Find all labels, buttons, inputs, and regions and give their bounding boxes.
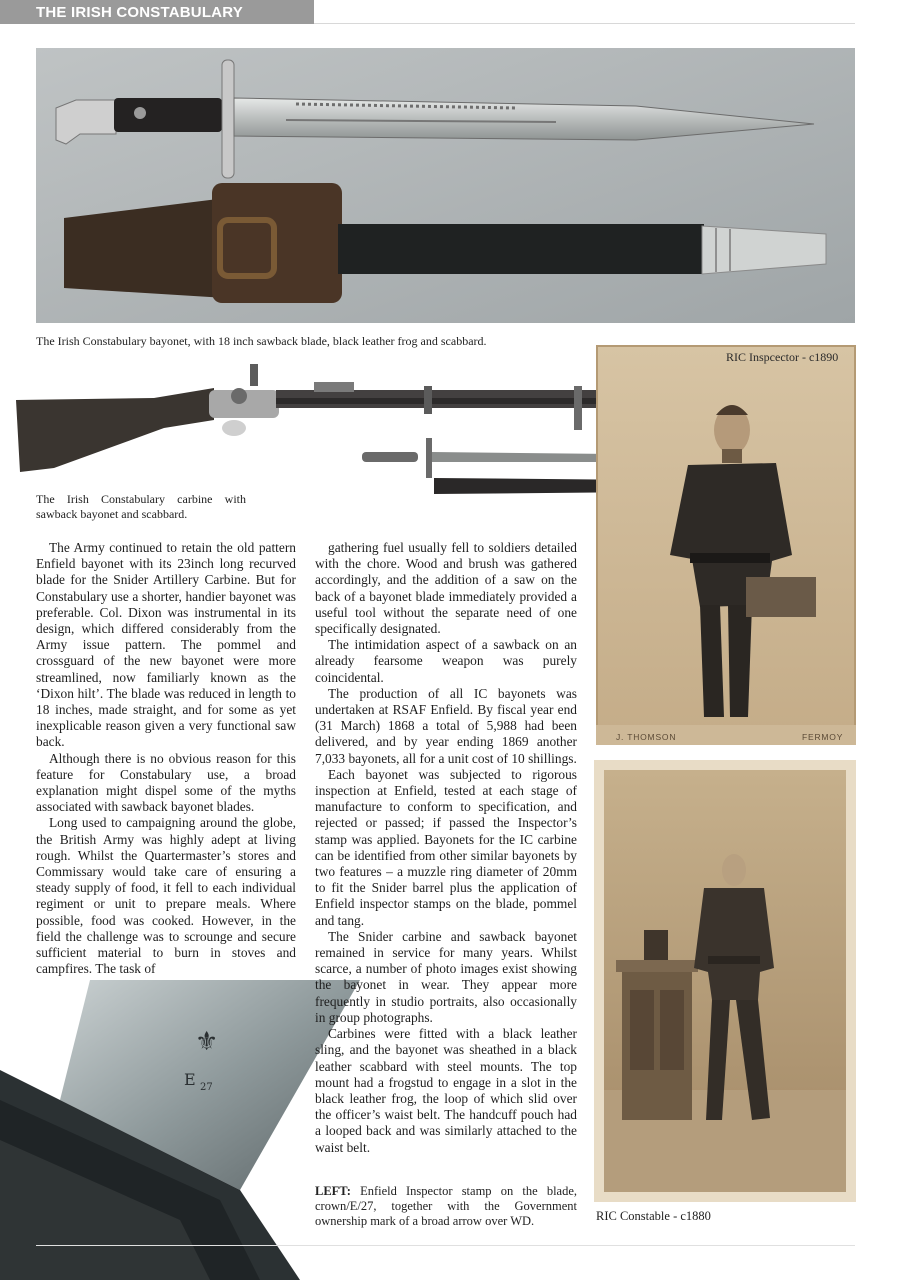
article-column-1 — [36, 540, 296, 977]
article-paragraph: gathering fuel usually fell to soldiers detailed with the chore. Wood and brush was gathered accordingly, and the addition of a saw on the back of a bayonet blade immediately provided a useful tool without the separate need of one specifically designated. — [315, 540, 577, 637]
inspector-illustration — [596, 345, 856, 745]
article-paragraph: Carbines were fitted with a black leather sling, and the bayonet was sheathed in a black leather scabbard with steel mounts. The top mount had a frogstud to engage in a slot in the black leather frog, the loop of which slid over the officer’s waist belt. The handcuff pouch had a looped back and was similarly attached to the waist belt. — [315, 1026, 577, 1155]
article-column-2 — [315, 540, 577, 1156]
article-paragraph: Long used to campaigning around the globe, the British Army was highly adept at living rough. Whilst the Quartermaster’s stores and Commissary would take care of ensuring a steady supply of food, it fell to each individual regiment or unit to prepare meals. Where possible, food was cooked. However, in the field the challenge was to scrounge and secure sufficient material to burn in stoves and campfires. The task of — [36, 815, 296, 977]
stamp-caption — [315, 1184, 577, 1229]
bayonet-caption: The Irish Constabulary bayonet, with 18 inch sawback blade, black leather frog and scabbard. — [36, 334, 487, 348]
section-header: THE IRISH CONSTABULARY — [0, 0, 314, 24]
header-rule — [314, 23, 855, 24]
carbine-caption: The Irish Constabulary carbine with sawback bayonet and scabbard. — [36, 492, 246, 521]
photographer-place: FERMOY — [802, 732, 844, 742]
article-paragraph: The intimidation aspect of a sawback on an already fearsome weapon was purely coincidental. — [315, 637, 577, 685]
constable-illustration — [594, 760, 856, 1202]
carbine-photo — [14, 358, 674, 498]
constable-portrait — [594, 760, 856, 1202]
article-paragraph: Each bayonet was subjected to rigorous inspection at Enfield, tested at each stage of manufacture to conform to specification, and rejected or passed; if passed the Inspector’s stamp was applied. Bayonets for the IC carbine can be identified from other similar bayonets by two features – a muzzle ring diameter of 20mm to fit the Snider barrel plus the application of Enfield inspector stamps on the blade, pommel and tang. — [315, 766, 577, 928]
svg-text:⚜: ⚜ — [195, 1027, 219, 1057]
caption-label: LEFT: — [315, 1184, 351, 1198]
article-paragraph: The Army continued to retain the old pattern Enfield bayonet with its 23inch long recurved blade for the Snider Artillery Carbine. But for Constabulary use a shorter, handier bayonet was preferable. Col. Dixon was instrumental in its design, which differed considerably from the Army issue pattern. The pommel and crossguard of the new bayonet were more streamlined, now familiarly known as the ‘Dixon hilt’. The blade was reduced in length to 18 inches, made straight, and for some as yet inexplicable reason given a very functional saw back. — [36, 540, 296, 750]
bayonet-illustration — [36, 48, 855, 323]
footer-rule — [36, 1245, 855, 1246]
article-paragraph: The production of all IC bayonets was undertaken at RSAF Enfield. By fiscal year end (31 March) 1868 a total of 5,988 had been delivered, and by year ending 1869 another 7,033 bayonets, all for a unit cost of 10 shillings. — [315, 685, 577, 766]
constable-caption: RIC Constable - c1880 — [596, 1209, 711, 1223]
svg-text:27: 27 — [200, 1082, 213, 1093]
svg-text:E: E — [184, 1070, 196, 1089]
inspector-portrait — [596, 345, 856, 745]
carbine-illustration — [14, 358, 674, 498]
inspector-caption: RIC Inspcector - c1890 — [726, 350, 839, 364]
photographer-name: J. THOMSON — [616, 732, 677, 742]
caption-text: Enfield Inspector stamp on the blade, crown/E/27, together with the Government ownership mark of a broad arrow over WD. — [315, 1184, 578, 1228]
bayonet-photo — [36, 48, 855, 323]
article-paragraph: The Snider carbine and sawback bayonet remained in service for many years. Whilst scarce, a number of photo images exist showing the bayonet in wear. They appear more frequently in studio portraits, also occasionally in group photographs. — [315, 928, 577, 1025]
article-paragraph: Although there is no obvious reason for this feature for Constabulary use, a broad explanation might dispel some of the myths associated with sawback bayonet blades. — [36, 750, 296, 815]
